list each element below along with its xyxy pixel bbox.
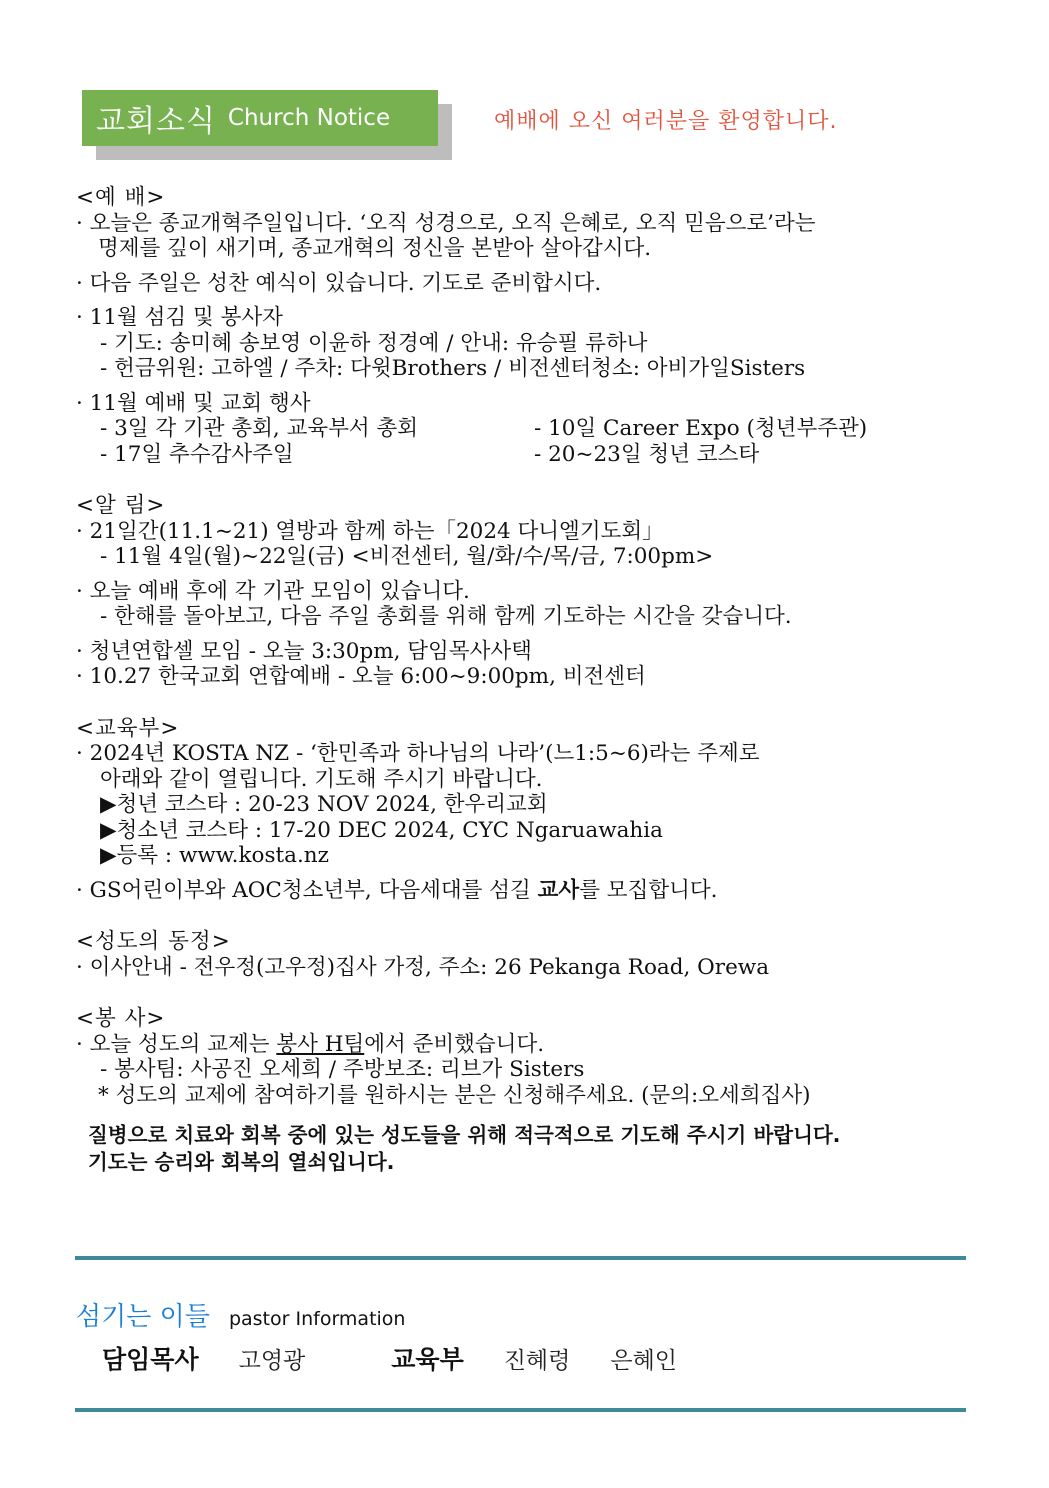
event-left: - 17일 추수감사주일 (100, 441, 294, 467)
staff-title-kr: 섬기는 이들 (76, 1302, 210, 1332)
event-row (76, 416, 976, 442)
header-title-kr: 교회소식 (96, 104, 216, 139)
service-item-1 (76, 1032, 976, 1058)
worship-item-4-title: · 11월 예배 및 교회 행사 (76, 390, 311, 416)
event-left: - 3일 각 기관 총회, 교육부서 총회 (100, 416, 419, 441)
service-item-1-post: 에서 준비했습니다. (364, 1031, 545, 1057)
welcome-message: 예배에 오신 여러분을 환영합니다. (494, 109, 838, 134)
worship-item-3-line-2: - 헌금위원: 고하엘 / 주차: 다윗Brothers / 비전센터청소: 아비가일Sisters (100, 356, 806, 381)
staff-title-en: pastor Information (228, 1308, 406, 1330)
education-staff-2: 은혜인 (610, 1348, 678, 1374)
education-staff-1: 진혜령 (503, 1348, 571, 1374)
worship-item-2: · 다음 주일은 성찬 예식이 있습니다. 기도로 준비합시다. (76, 270, 602, 296)
worship-item-1-line-1: · 오늘은 종교개혁주일입니다. ‘오직 성경으로, 오직 은혜로, 오직 믿음으로’라는 (76, 210, 816, 236)
notice-item-2-sub: - 한해를 돌아보고, 다음 주일 총회를 위해 함께 기도하는 시간을 갖습니다. (100, 604, 792, 629)
service-item-1-pre: · 오늘 성도의 교제는 (76, 1031, 277, 1057)
education-heading: <교육부> (76, 715, 180, 741)
notice-item-2: · 오늘 예배 후에 각 기관 모임이 있습니다. (76, 578, 470, 604)
notice-item-3: · 청년연합셀 모임 - 오늘 3:30pm, 담임목사사택 (76, 638, 532, 664)
worship-item-1-line-2: 명제를 깊이 새기며, 종교개혁의 정신을 본받아 살아갑시다. (98, 236, 652, 261)
staff-row (102, 1340, 677, 1376)
worship-heading: <예 배> (76, 185, 166, 210)
service-sub-1: - 봉사팀: 사공진 오세희 / 주방보조: 리브가 Sisters (100, 1057, 585, 1082)
notice-item-1-sub: - 11월 4일(월)~22일(금) <비전센터, 월/화/수/목/금, 7:00pm> (100, 544, 714, 569)
education-item-1-line-2: 아래와 같이 열립니다. 기도해 주시기 바랍니다. (100, 766, 543, 792)
notice-heading: <알 림> (76, 493, 166, 518)
notice-item-1: · 21일간(11.1~21) 열방과 함께 하는「2024 다니엘기도회」 (76, 518, 664, 544)
education-item-2 (76, 878, 976, 904)
event-row (76, 442, 976, 468)
education-item-1-line-1: · 2024년 KOSTA NZ - ‘한민족과 하나님의 나라’(느1:5~6)라는 주제로 (76, 741, 760, 766)
education-item-2-post: 를 모집합니다. (579, 877, 718, 903)
service-team: 봉사 H팀 (276, 1031, 365, 1057)
prayer-request (76, 1122, 976, 1176)
prayer-line-2: 기도는 승리와 회복의 열쇠입니다. (88, 1150, 395, 1174)
divider-bottom (75, 1408, 966, 1412)
education-bullet-youth: ▶청년 코스타 : 20-23 NOV 2024, 한우리교회 (100, 792, 548, 817)
education-bullet-teen: ▶청소년 코스타 : 17-20 DEC 2024, CYC Ngaruawahia (100, 817, 663, 843)
worship-item-3-title: · 11월 섬김 및 봉사자 (76, 305, 283, 330)
header-box (82, 90, 438, 146)
senior-pastor-name: 고영광 (238, 1348, 306, 1374)
notice-content (76, 185, 976, 1176)
header-title-en: Church Notice (227, 105, 391, 131)
members-heading: <성도의 동정> (76, 929, 231, 954)
education-role: 교육부 (391, 1345, 464, 1374)
divider-top (75, 1256, 966, 1260)
worship-item-3-line-1: - 기도: 송미혜 송보영 이윤하 정경예 / 안내: 유승필 류하나 (100, 330, 648, 356)
service-sub-2: * 성도의 교제에 참여하기를 원하시는 분은 신청해주세요. (문의:오세희집사) (98, 1082, 811, 1108)
event-right: - 10일 Career Expo (청년부주관) (534, 416, 868, 441)
staff-title (76, 1296, 405, 1333)
members-item-1: · 이사안내 - 전우정(고우정)집사 가정, 주소: 26 Pekanga Road, Orewa (76, 954, 770, 980)
prayer-line-1: 질병으로 치료와 회복 중에 있는 성도들을 위해 적극적으로 기도해 주시기 바랍니다. (88, 1123, 841, 1147)
education-item-2-pre: · GS어린이부와 AOC청소년부, 다음세대를 섬길 (76, 877, 538, 903)
church-notice-header (82, 90, 438, 146)
education-bullet-register: ▶등록 : www.kosta.nz (100, 843, 329, 868)
service-heading: <봉 사> (76, 1006, 166, 1031)
senior-pastor-role: 담임목사 (102, 1345, 199, 1374)
event-right: - 20~23일 청년 코스타 (534, 441, 760, 467)
notice-item-4: · 10.27 한국교회 연합예배 - 오늘 6:00~9:00pm, 비전센터 (76, 664, 646, 689)
education-item-2-bold: 교사 (537, 877, 580, 903)
